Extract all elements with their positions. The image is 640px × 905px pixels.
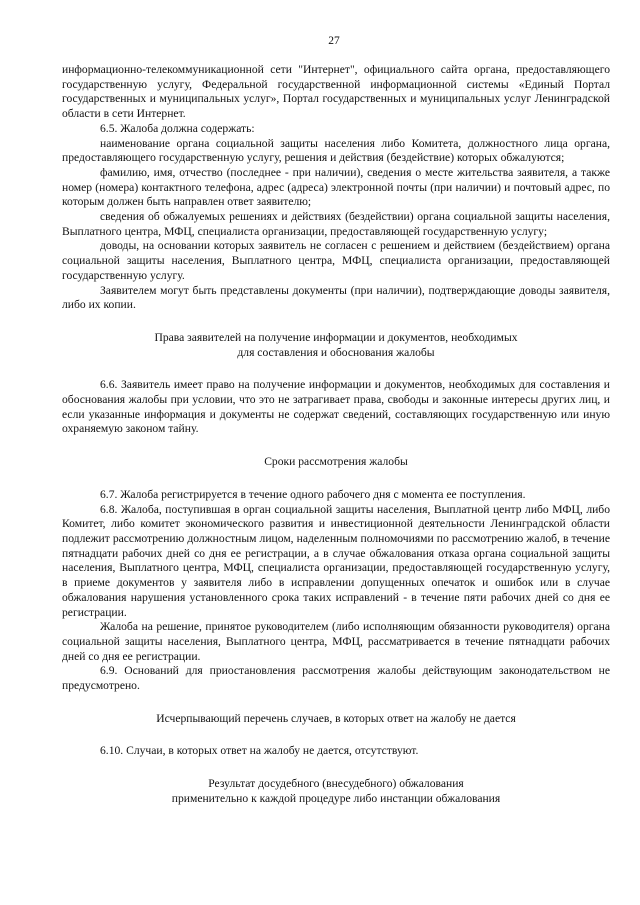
heading-line: применительно к каждой процедуре либо инстанции обжалования bbox=[171, 791, 501, 805]
paragraph: 6.5. Жалоба должна содержать: bbox=[100, 121, 255, 135]
block-rights bbox=[62, 378, 610, 437]
block-no-answer bbox=[62, 744, 610, 759]
paragraph: Заявителем могут быть представлены документы (при наличии), подтверждающие доводы заявителя, либо их копии. bbox=[62, 283, 610, 312]
heading-line: для составления и обоснования жалобы bbox=[237, 345, 435, 359]
section-heading-rights bbox=[62, 331, 610, 360]
paragraph: 6.8. Жалоба, поступившая в орган социальной защиты населения, Выплатной центр либо МФЦ, либо Комитет, либо комитет экономического развития и инвестиционной деятельности Ленинградской области подлежит рассмотрению должностным лицом, наделенным полномочиями по рассмотрению жалоб, в течение пятнадцати рабочих дней со дня ее регистрации, а в случае обжалования отказа органа социальной защиты населения, Выплатного центра, МФЦ, специалиста организации, предоставляющей государственную услугу, в приеме документов у заявителя либо в исправлении допущенных опечаток и ошибок или в случае обжалования нарушения установленного срока таких исправлений - в течение пяти рабочих дней со дня ее регистрации. bbox=[62, 502, 610, 619]
paragraph: информационно-телекоммуникационной сети "Интернет", официального сайта органа, предоставляющего государственную услугу, Федеральной государственной информационной системы «Единый Портал государственных и муниципальных услуг», Портал государственных и муниципальных услуг Ленинградской области в сети Интернет. bbox=[62, 63, 610, 121]
page-number: 27 bbox=[328, 35, 340, 47]
block-deadlines bbox=[62, 488, 610, 694]
heading-line: Исчерпывающий перечень случаев, в которых ответ на жалобу не дается bbox=[156, 711, 516, 725]
heading-line: Результат досудебного (внесудебного) обжалования bbox=[208, 777, 464, 791]
section-heading-result bbox=[62, 777, 610, 806]
heading-line: Сроки рассмотрения жалобы bbox=[264, 455, 408, 469]
heading-line: Права заявителей на получение информации и документов, необходимых bbox=[154, 330, 518, 344]
paragraph: наименование органа социальной защиты населения либо Комитета, должностного лица органа, предоставляющего государственную услугу, решения и действия (бездействие) которых обжалуются; bbox=[62, 136, 610, 165]
paragraph: сведения об обжалуемых решениях и действиях (бездействии) органа социальной защиты населения, Выплатного центра, МФЦ, специалиста организации, предоставляющей государственную услугу; bbox=[62, 210, 610, 238]
paragraph: фамилию, имя, отчество (последнее - при наличии), сведения о месте жительства заявителя, а также номер (номера) контактного телефона, адрес (адреса) электронной почты (при наличии) и почтовый адрес, по которым должен быть направлен ответ заявителю; bbox=[62, 165, 610, 209]
paragraph: Жалоба на решение, принятое руководителем (либо исполняющим обязанности руководителя) органа социальной защиты населения, Выплатного центра, МФЦ, рассматривается в течение пятнадцати рабочих дней со дня ее регистрации. bbox=[62, 620, 610, 663]
paragraph: 6.7. Жалоба регистрируется в течение одного рабочего дня с момента ее поступления. bbox=[100, 487, 526, 501]
paragraph: 6.6. Заявитель имеет право на получение информации и документов, необходимых для составления и обоснования жалобы при условии, что это не затрагивает права, свободы и законные интересы других лиц, и если указанные информация и документы не содержат сведений, составляющих государственную или иную охраняемую законом тайну. bbox=[62, 378, 610, 436]
section-heading-no-answer bbox=[62, 712, 610, 727]
paragraph: 6.9. Оснований для приостановления рассмотрения жалобы действующим законодательством не предусмотрено. bbox=[62, 664, 610, 693]
document-body bbox=[62, 63, 610, 807]
paragraph: доводы, на основании которых заявитель не согласен с решением и действием (бездействием) органа социальной защиты населения, Выплатного центра, МФЦ, специалиста организации, предоставляющей государственную услугу. bbox=[62, 239, 610, 282]
block-complaint-content bbox=[62, 63, 610, 313]
paragraph: 6.10. Случаи, в которых ответ на жалобу не дается, отсутствуют. bbox=[100, 744, 419, 758]
section-heading-deadlines bbox=[62, 455, 610, 470]
